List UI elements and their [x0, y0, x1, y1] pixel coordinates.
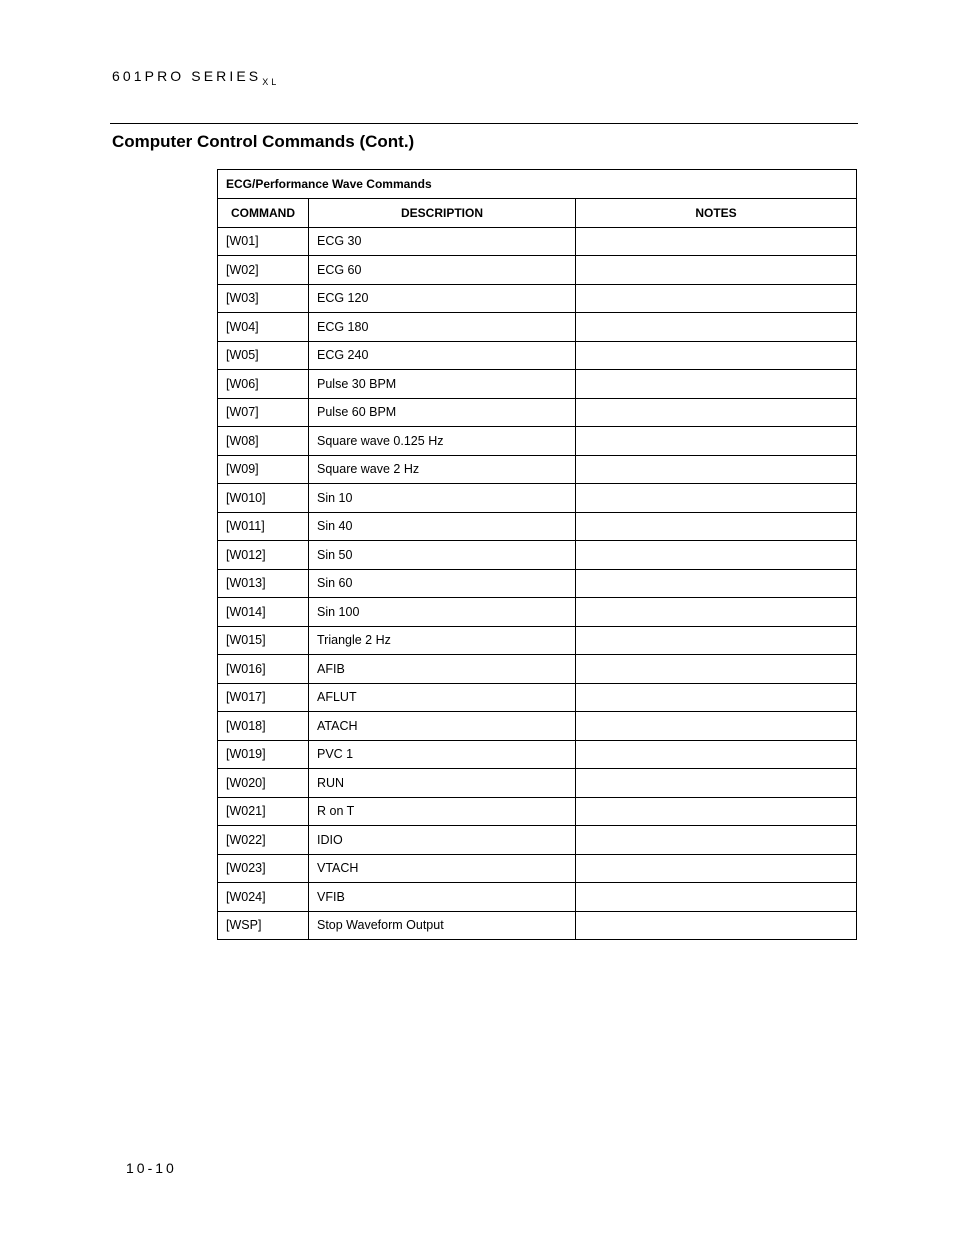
- notes-cell: [576, 626, 857, 655]
- command-cell: [W010]: [218, 484, 309, 513]
- description-cell: RUN: [309, 769, 576, 798]
- wave-commands-table: [217, 169, 857, 940]
- table-row: [218, 284, 857, 313]
- column-header-description: DESCRIPTION: [309, 199, 576, 228]
- command-cell: [W016]: [218, 655, 309, 684]
- command-cell: [W017]: [218, 683, 309, 712]
- description-cell: Triangle 2 Hz: [309, 626, 576, 655]
- table-row: [218, 883, 857, 912]
- table-row: [218, 655, 857, 684]
- notes-cell: [576, 740, 857, 769]
- command-cell: [WSP]: [218, 911, 309, 940]
- description-cell: Square wave 0.125 Hz: [309, 427, 576, 456]
- description-cell: Sin 40: [309, 512, 576, 541]
- description-cell: Pulse 60 BPM: [309, 398, 576, 427]
- table-header-row: [218, 199, 857, 228]
- notes-cell: [576, 598, 857, 627]
- description-cell: Sin 100: [309, 598, 576, 627]
- command-cell: [W022]: [218, 826, 309, 855]
- description-cell: R on T: [309, 797, 576, 826]
- notes-cell: [576, 712, 857, 741]
- description-cell: ATACH: [309, 712, 576, 741]
- command-cell: [W08]: [218, 427, 309, 456]
- notes-cell: [576, 769, 857, 798]
- notes-cell: [576, 797, 857, 826]
- notes-cell: [576, 284, 857, 313]
- description-cell: AFIB: [309, 655, 576, 684]
- command-cell: [W07]: [218, 398, 309, 427]
- table-row: [218, 541, 857, 570]
- description-cell: Sin 50: [309, 541, 576, 570]
- description-cell: Sin 10: [309, 484, 576, 513]
- command-cell: [W015]: [218, 626, 309, 655]
- page-number: 10-10: [126, 1160, 177, 1176]
- notes-cell: [576, 370, 857, 399]
- command-cell: [W01]: [218, 227, 309, 256]
- table-row: [218, 341, 857, 370]
- description-cell: ECG 240: [309, 341, 576, 370]
- notes-cell: [576, 427, 857, 456]
- table-row: [218, 370, 857, 399]
- description-cell: Square wave 2 Hz: [309, 455, 576, 484]
- table-row: [218, 626, 857, 655]
- table-row: [218, 712, 857, 741]
- command-cell: [W05]: [218, 341, 309, 370]
- description-cell: VTACH: [309, 854, 576, 883]
- description-cell: PVC 1: [309, 740, 576, 769]
- table-caption-row: [218, 170, 857, 199]
- notes-cell: [576, 883, 857, 912]
- command-cell: [W019]: [218, 740, 309, 769]
- command-cell: [W021]: [218, 797, 309, 826]
- table-row: [218, 512, 857, 541]
- command-cell: [W014]: [218, 598, 309, 627]
- command-cell: [W024]: [218, 883, 309, 912]
- table-row: [218, 455, 857, 484]
- description-cell: Stop Waveform Output: [309, 911, 576, 940]
- description-cell: Sin 60: [309, 569, 576, 598]
- series-title: 601PRO SERIES: [112, 68, 262, 84]
- notes-cell: [576, 341, 857, 370]
- table-row: [218, 769, 857, 798]
- description-cell: AFLUT: [309, 683, 576, 712]
- column-header-notes: NOTES: [576, 199, 857, 228]
- command-cell: [W013]: [218, 569, 309, 598]
- command-cell: [W012]: [218, 541, 309, 570]
- section-title: Computer Control Commands (Cont.): [112, 132, 415, 151]
- command-cell: [W023]: [218, 854, 309, 883]
- notes-cell: [576, 683, 857, 712]
- table-row: [218, 313, 857, 342]
- notes-cell: [576, 655, 857, 684]
- table-row: [218, 740, 857, 769]
- notes-cell: [576, 313, 857, 342]
- description-cell: VFIB: [309, 883, 576, 912]
- command-cell: [W04]: [218, 313, 309, 342]
- description-cell: ECG 30: [309, 227, 576, 256]
- table-row: [218, 569, 857, 598]
- notes-cell: [576, 541, 857, 570]
- command-cell: [W02]: [218, 256, 309, 285]
- notes-cell: [576, 227, 857, 256]
- description-cell: ECG 120: [309, 284, 576, 313]
- table-row: [218, 911, 857, 940]
- table-row: [218, 427, 857, 456]
- command-cell: [W03]: [218, 284, 309, 313]
- command-cell: [W020]: [218, 769, 309, 798]
- notes-cell: [576, 484, 857, 513]
- table-row: [218, 256, 857, 285]
- notes-cell: [576, 911, 857, 940]
- notes-cell: [576, 512, 857, 541]
- command-cell: [W011]: [218, 512, 309, 541]
- running-header: [112, 68, 280, 87]
- table-row: [218, 398, 857, 427]
- table-row: [218, 797, 857, 826]
- command-cell: [W06]: [218, 370, 309, 399]
- table-row: [218, 227, 857, 256]
- notes-cell: [576, 826, 857, 855]
- description-cell: ECG 60: [309, 256, 576, 285]
- notes-cell: [576, 256, 857, 285]
- header-divider: [110, 123, 858, 124]
- description-cell: Pulse 30 BPM: [309, 370, 576, 399]
- column-header-command: COMMAND: [218, 199, 309, 228]
- table-row: [218, 484, 857, 513]
- description-cell: IDIO: [309, 826, 576, 855]
- table-row: [218, 598, 857, 627]
- series-suffix: XL: [262, 77, 280, 87]
- table-caption: ECG/Performance Wave Commands: [218, 170, 857, 199]
- table-row: [218, 683, 857, 712]
- notes-cell: [576, 455, 857, 484]
- command-cell: [W09]: [218, 455, 309, 484]
- command-cell: [W018]: [218, 712, 309, 741]
- notes-cell: [576, 398, 857, 427]
- table-body: [218, 227, 857, 940]
- description-cell: ECG 180: [309, 313, 576, 342]
- table-row: [218, 854, 857, 883]
- notes-cell: [576, 854, 857, 883]
- table-row: [218, 826, 857, 855]
- notes-cell: [576, 569, 857, 598]
